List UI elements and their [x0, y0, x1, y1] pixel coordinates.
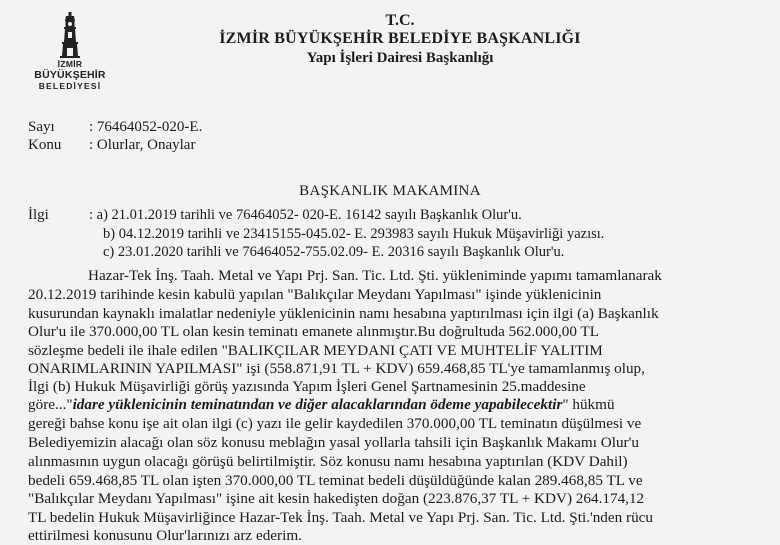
body-line-2: 20.12.2019 tarihinde kesin kabulü yapılan "Balıkçılar Meydanı Yapılması" işinde yüklenicinin: [28, 286, 602, 303]
body-line-7: İlgi (b) Hukuk Müşavirliği görüş yazısında Yapım İşleri Genel Şartnamesinin 25.maddesine: [28, 378, 586, 395]
clock-tower-icon: [54, 12, 86, 58]
sayi-label: Sayı: [28, 119, 55, 135]
body-line-12: bedeli 659.468,85 TL olan işten 370.000,00 TL teminat bedeli düşüldüğünde kalan 289.468,85 TL ve: [28, 472, 643, 489]
body-line-9: gereği bahse konu işe ait olan ilgi (c) yazı ile gelir kaydedilen 370.000,00 TL teminatın düşülmesi ve: [28, 415, 642, 432]
body-line-8-start: göre...": [28, 396, 73, 413]
body-line-10: Belediyemizin alacağı olan söz konusu meblağın yasal yollarla tahsili için Başkanlık Makamı Olur'u: [28, 434, 639, 451]
konu-label: Konu: [28, 137, 62, 153]
body-line-3: kusurundan kaynaklı imalatlar nedeniyle yüklenicinin namı hesabına yaptırılması için ilgi (a) Başkanlık: [28, 305, 659, 322]
body-line-4: Olur'u ile 370.000,00 TL olan kesin teminatı emanete alınmıştır.Bu doğrultuda 562.000,00 TL: [28, 323, 600, 340]
header-institution: İZMİR BÜYÜKŞEHİR BELEDİYE BAŞKANLIĞI: [219, 30, 581, 47]
logo-text-belediyesi: BELEDİYESİ: [38, 81, 102, 91]
body-line-8-end: " hükmü: [562, 396, 615, 413]
reference-a: : a) 21.01.2019 tarihli ve 76464052- 020-E. 16142 sayılı Başkanlık Olur'u.: [89, 207, 522, 223]
body-line-5: sözleşme bedeli ile ihale edilen "BALIKÇILAR MEYDANI ÇATI VE MUHTELİF YALITIM: [28, 342, 603, 359]
body-line-14: TL bedelin Hukuk Müşavirliğince Hazar-Tek İnş. Taah. Metal ve Yapı Prj. San. Tic. Ltd. Şti.'nden rücu: [28, 509, 653, 526]
quoted-clause: idare yüklenicinin teminatından ve diğer alacaklarından ödeme yapabilecektir: [72, 396, 563, 413]
body-line-15: ettirilmesi konusunu Olur'larınızı arz ederim.: [28, 527, 302, 544]
reference-b: b) 04.12.2019 tarihli ve 23415155-045.02- E. 293983 sayılı Hukuk Müşavirliği yazısı.: [103, 226, 605, 242]
municipality-logo: [20, 12, 120, 92]
body-line-11: alınmasının uygun olacağı görüşü belirtilmiştir. Söz konusu namı hesabına yaptırılan (KDV Dahil): [28, 453, 628, 470]
addressee-title: BAŞKANLIK MAKAMINA: [299, 183, 481, 199]
konu-value: : Olurlar, Onaylar: [89, 137, 196, 153]
ilgi-label: İlgi: [28, 207, 49, 223]
logo-text-izmir: İZMİR: [57, 59, 83, 69]
body-line-13: "Balıkçılar Meydanı Yapılması" işine ait kesin hakedişten doğan (223.876,37 TL + KDV) 264.174,12: [28, 490, 645, 507]
body-line-1: Hazar-Tek İnş. Taah. Metal ve Yapı Prj. San. Tic. Ltd. Şti. yükleniminde yapımı tamamlanarak: [88, 267, 662, 284]
body-line-6: ONARIMLARININ YAPILMASI" işi (558.871,91 TL + KDV) 659.468,85 TL'ye tamamlanmış olup,: [28, 360, 645, 377]
header-tc: T.C.: [385, 12, 415, 29]
reference-c: c) 23.01.2020 tarihli ve 76464052-755.02.09- E. 20316 sayılı Başkanlık Olur'u.: [103, 244, 565, 260]
body-line-8: [28, 396, 615, 414]
header-department: Yapı İşleri Dairesi Başkanlığı: [306, 50, 494, 66]
logo-text-buyuksehir: BÜYÜKŞEHİR: [34, 69, 106, 81]
sayi-value: : 76464052-020-E.: [89, 119, 203, 135]
